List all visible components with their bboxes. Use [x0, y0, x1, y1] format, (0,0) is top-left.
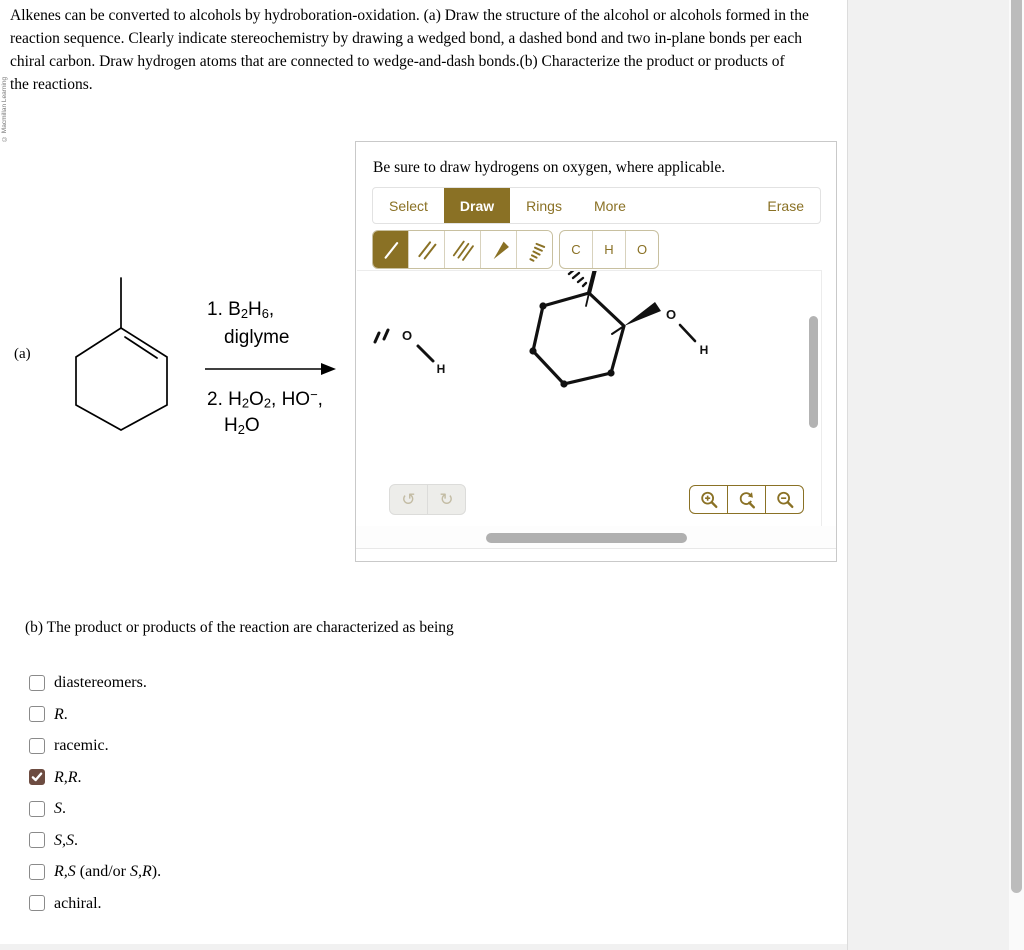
option-label: R,S (and/or S,R).: [54, 863, 162, 880]
double-bond-icon: [415, 237, 439, 263]
reagent-step2-line2: $H_2O$: [224, 415, 260, 437]
checkbox[interactable]: [29, 895, 45, 911]
wedge-bond-icon: [487, 237, 511, 263]
reagent-step1: 1. $B_2H_6$,: [207, 299, 275, 321]
methylcyclohexene-structure: [60, 260, 190, 440]
checkbox[interactable]: [29, 801, 45, 817]
zoom-reset-button[interactable]: [728, 486, 766, 513]
option-label: S,S.: [54, 831, 78, 849]
option-label: achiral.: [54, 894, 102, 912]
question-text: [10, 4, 846, 96]
part-b-prompt: (b) The product or products of the reaction are characterized as being: [25, 619, 454, 636]
atom-c-button[interactable]: C: [560, 231, 593, 268]
part-a-label: (a): [14, 346, 31, 362]
option-row[interactable]: [29, 769, 161, 786]
undo-button[interactable]: [390, 485, 428, 514]
wedge-bond-tool[interactable]: [481, 231, 517, 268]
triple-bond-tool[interactable]: [445, 231, 481, 268]
checkbox[interactable]: [29, 738, 45, 754]
hydroxyl-h-label: H: [699, 343, 709, 357]
bond-tools-group: [372, 230, 553, 269]
atom-h-button[interactable]: H: [593, 231, 626, 268]
option-row[interactable]: [29, 863, 161, 880]
checkbox-checked[interactable]: [29, 769, 45, 785]
atom-tools-group: [559, 230, 659, 269]
question-line: Alkenes can be converted to alcohols by hydroboration-oxidation. (a) Draw the structure of the alcohol or alcohols formed in the: [10, 7, 809, 24]
right-gray-panel: [847, 0, 1009, 950]
page-scrollbar-thumb[interactable]: [1011, 0, 1022, 893]
triple-bond-icon: [451, 237, 475, 263]
page-scrollbar-track: [1009, 0, 1024, 950]
watermark-vertical-text: © Macmillan Learning: [1, 76, 8, 142]
redo-button[interactable]: [428, 485, 465, 514]
checkbox[interactable]: [29, 675, 45, 691]
single-bond-tool[interactable]: [373, 231, 409, 268]
option-label: R,R.: [54, 768, 82, 786]
hashed-wedge-bond-icon: [523, 237, 547, 263]
hydroxyl-o-label: O: [665, 307, 677, 322]
atom-o-button[interactable]: O: [636, 242, 648, 257]
option-label: racemic.: [54, 737, 109, 754]
editor-instruction: Be sure to draw hydrogens on oxygen, where applicable.: [373, 159, 726, 176]
zoom-out-button[interactable]: [766, 486, 803, 513]
zoom-controls: [689, 485, 804, 514]
option-row[interactable]: [29, 800, 161, 817]
fragment-o-label: O: [401, 328, 413, 343]
checkbox[interactable]: [29, 832, 45, 848]
redo-icon: ↻: [439, 489, 454, 510]
fragment-h-label: H: [436, 362, 446, 376]
options-list: [29, 674, 161, 926]
single-bond-icon: [379, 237, 403, 263]
zoom-reset-icon: [737, 490, 757, 510]
checkbox[interactable]: [29, 706, 45, 722]
checkbox[interactable]: [29, 864, 45, 880]
tab-rings[interactable]: Rings: [526, 197, 562, 214]
question-line: chiral carbon. Draw hydrogen atoms that are connected to wedge-and-dash bonds.(b) Characterize the product or products of: [10, 53, 785, 70]
option-label: S.: [54, 800, 66, 817]
option-row[interactable]: [29, 737, 161, 754]
option-row[interactable]: [29, 895, 161, 912]
reagent-step1-line2: diglyme: [224, 327, 290, 348]
reagent-step2: 2. $H_2O_2$, HO−,: [207, 387, 323, 411]
editor-tabbar: [372, 187, 821, 224]
undo-icon: ↺: [401, 489, 416, 510]
question-line: the reactions.: [10, 76, 93, 93]
option-label: R.: [54, 705, 68, 723]
option-label: diastereomers.: [54, 674, 147, 691]
canvas-horizontal-scrollbar[interactable]: [486, 533, 687, 543]
zoom-in-icon: [699, 490, 719, 510]
canvas-vertical-scrollbar[interactable]: [809, 316, 818, 428]
question-line: reaction sequence. Clearly indicate stereochemistry by drawing a wedged bond, a dashed bond and two in-plane bonds per each: [10, 30, 802, 47]
option-row[interactable]: [29, 832, 161, 849]
double-bond-tool[interactable]: [409, 231, 445, 268]
zoom-out-icon: [775, 490, 795, 510]
undo-redo-group: [389, 484, 466, 515]
molecule-editor: [355, 141, 837, 562]
zoom-in-button[interactable]: [690, 486, 728, 513]
hashed-wedge-bond-tool[interactable]: [517, 231, 552, 268]
bottom-gray-strip: [0, 944, 847, 950]
tab-select[interactable]: Select: [389, 197, 428, 214]
reaction-arrow: [203, 358, 337, 380]
canvas-hscrollbar-track: [356, 526, 836, 549]
option-row[interactable]: [29, 706, 161, 723]
option-row[interactable]: [29, 674, 161, 691]
check-icon: [31, 771, 43, 783]
tab-draw[interactable]: Draw: [444, 188, 510, 223]
tab-more[interactable]: More: [593, 197, 626, 214]
tab-erase[interactable]: Erase: [767, 197, 804, 214]
